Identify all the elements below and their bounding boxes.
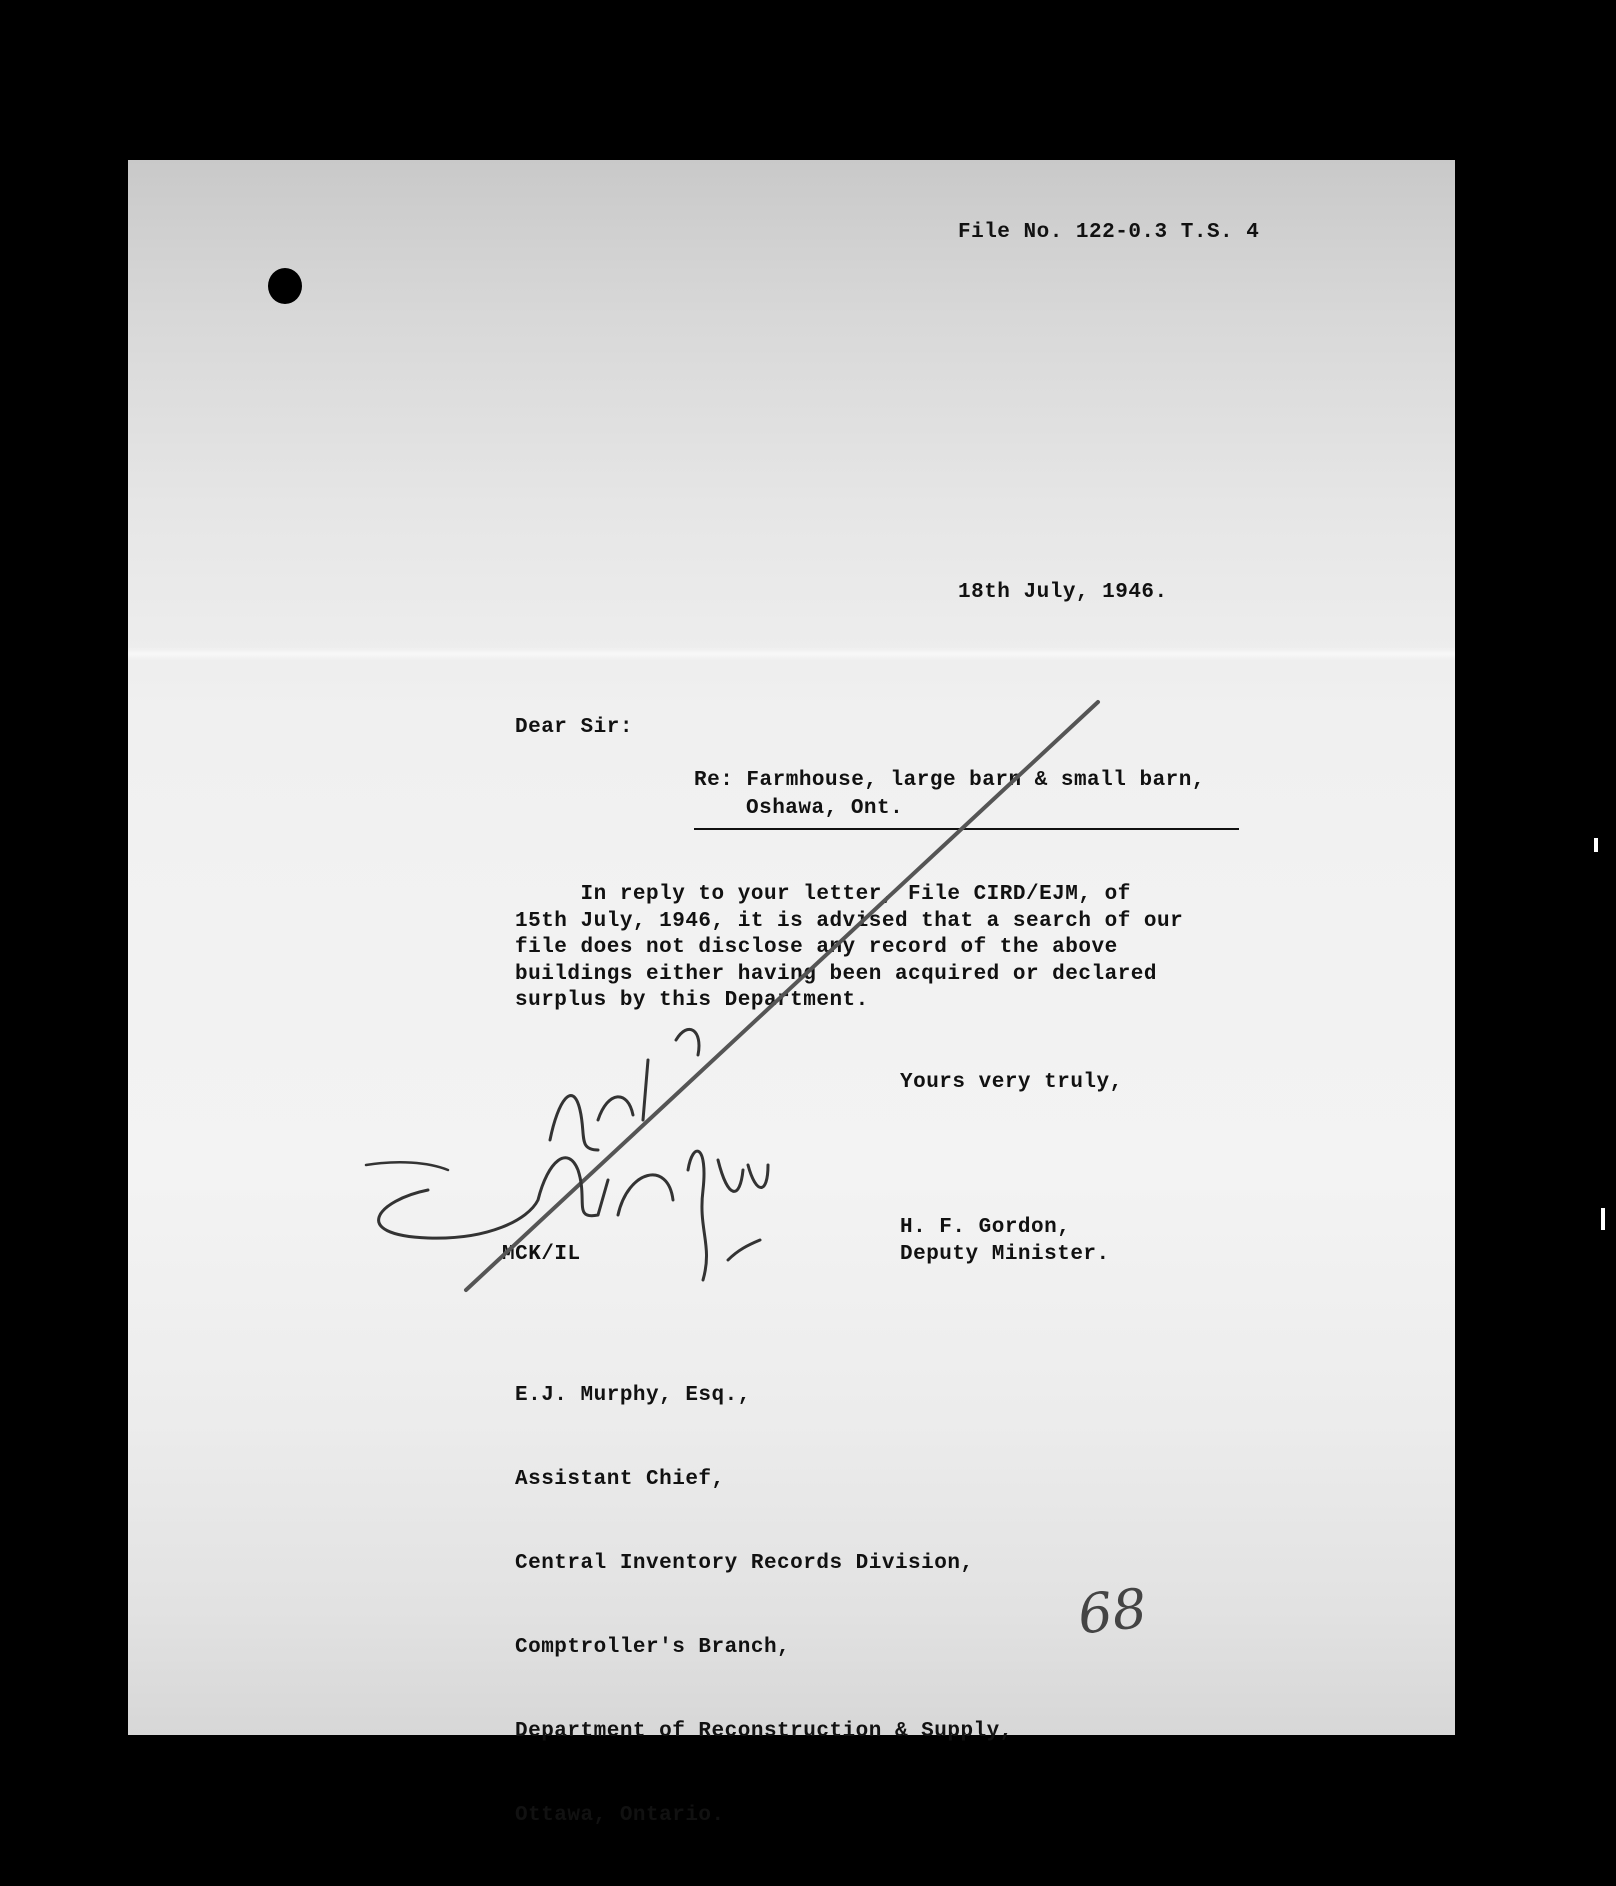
scan-edge-mark: [1601, 1208, 1605, 1230]
handwritten-initials: [688, 1151, 768, 1280]
address-line: Department of Reconstruction & Supply,: [515, 1720, 1013, 1743]
file-number: File No. 122-0.3 T.S. 4: [958, 221, 1260, 244]
subject-underline: [694, 828, 1239, 830]
subject-line-2: Oshawa, Ont.: [746, 797, 904, 820]
address-line: Assistant Chief,: [515, 1468, 725, 1491]
signer-title: Deputy Minister.: [900, 1243, 1110, 1266]
salutation: Dear Sir:: [515, 716, 633, 739]
recipient-address: [515, 1326, 1013, 1886]
closing: Yours very truly,: [900, 1071, 1123, 1094]
body-paragraph: In reply to your letter, File CIRD/EJM, of 15th July, 1946, it is advised that a search of our file does not disclose any record of the above buildings either having been acquired or declared surplus by this Department.: [515, 883, 1184, 1012]
handwritten-note: [379, 1029, 699, 1238]
scan-edge-mark: [1594, 838, 1598, 852]
fold-line: [128, 647, 1455, 661]
address-line: Central Inventory Records Division,: [515, 1552, 974, 1575]
punch-hole: [268, 268, 302, 304]
document-page: [128, 160, 1455, 1827]
signer-name: H. F. Gordon,: [900, 1216, 1071, 1239]
address-line: Comptroller's Branch,: [515, 1636, 791, 1659]
handwritten-note-underline: [366, 1162, 448, 1170]
handwritten-page-number: 68: [1074, 1576, 1150, 1647]
letter-date: 18th July, 1946.: [958, 581, 1168, 604]
subject-line-1: Re: Farmhouse, large barn & small barn,: [694, 769, 1205, 792]
reference-initials: MCK/IL: [502, 1243, 581, 1266]
address-line: E.J. Murphy, Esq.,: [515, 1384, 751, 1407]
address-line: Ottawa, Ontario.: [515, 1804, 725, 1827]
